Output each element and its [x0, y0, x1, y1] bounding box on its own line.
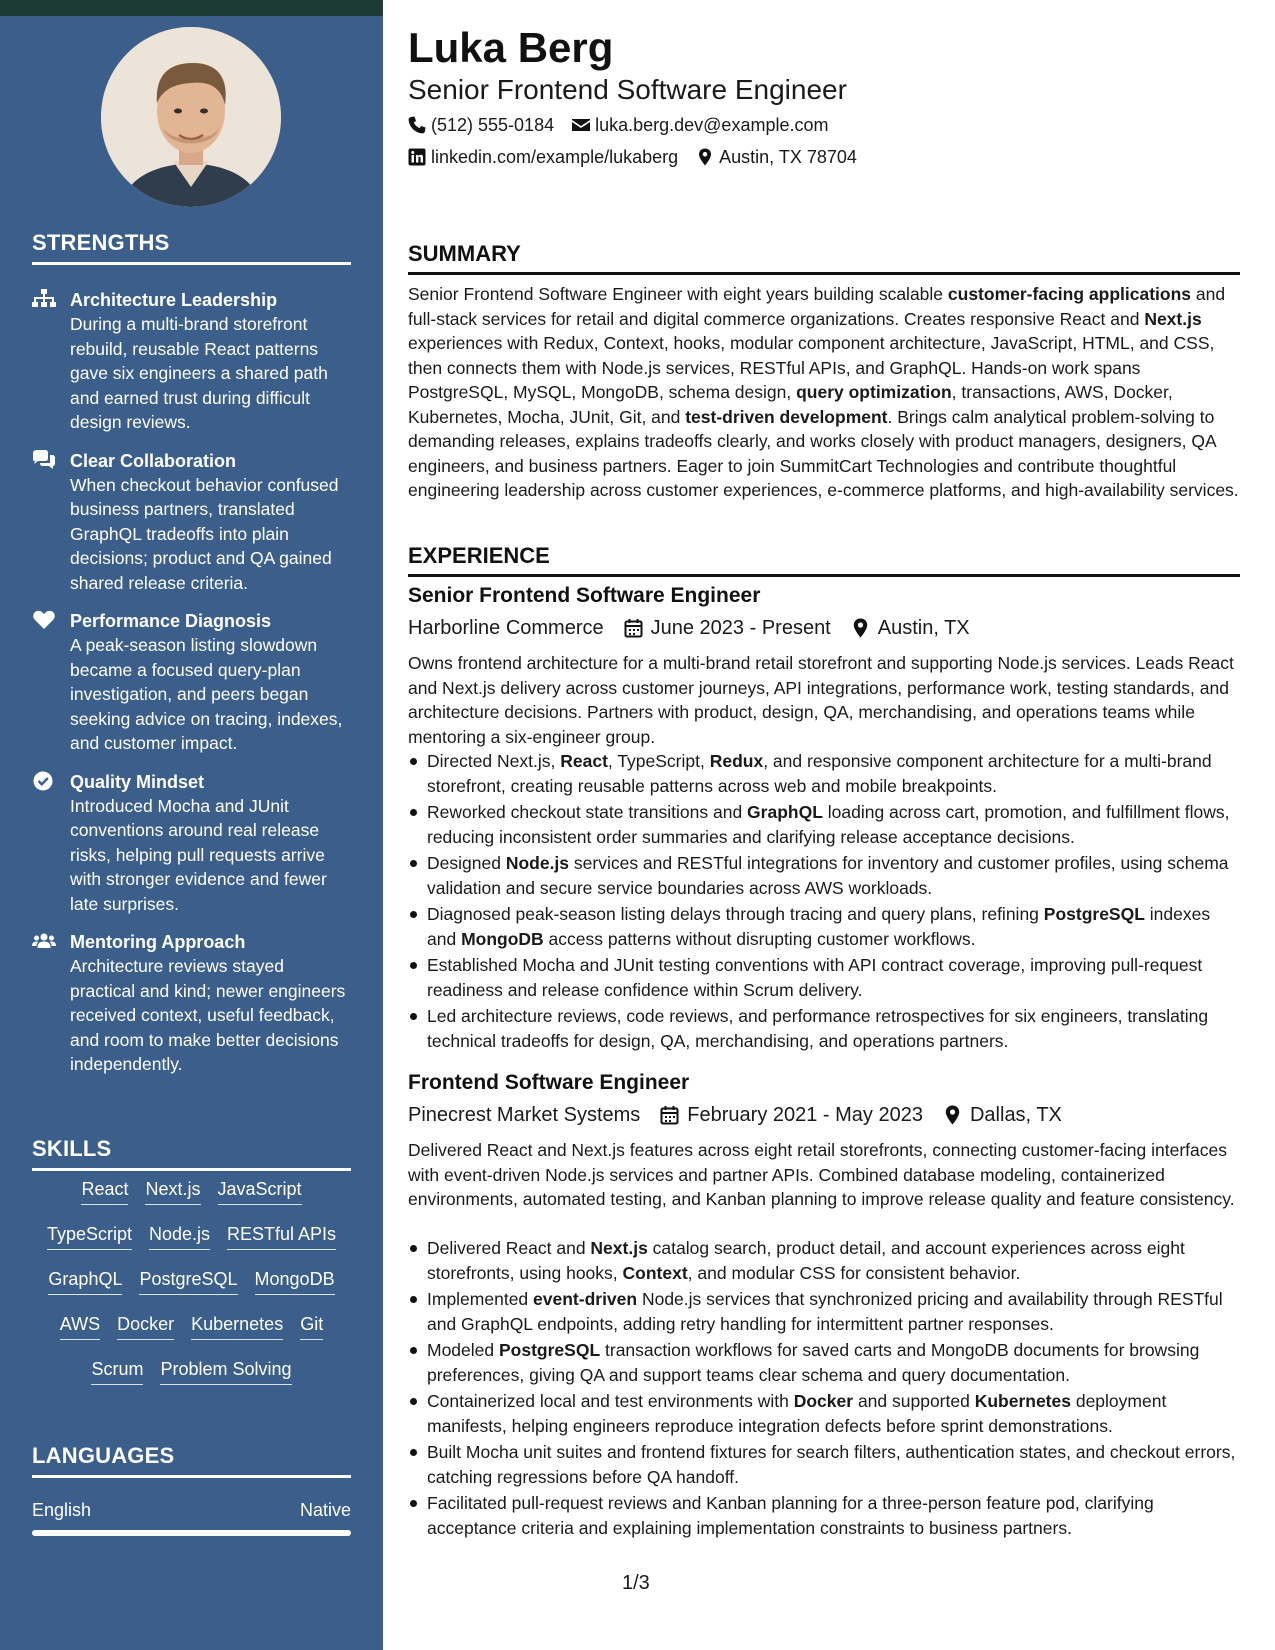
job-location: Austin, TX [877, 617, 970, 639]
strengths-list [32, 288, 351, 1091]
job-bullet [408, 851, 1240, 900]
strength-item [32, 449, 351, 596]
text-run: Reworked checkout state transitions and [427, 802, 748, 822]
text-run: Facilitated pull-request reviews and Kanban planning for a three-person feature pod, clarifying acceptance criteria and explaining implementation constraints to business partners. [427, 1493, 1154, 1538]
job-location: Dallas, TX [969, 1104, 1062, 1126]
job-title: Frontend Software Engineer [408, 1071, 690, 1094]
text-run: access patterns without disrupting customer workflows. [543, 928, 976, 949]
job-bullet [408, 1491, 1240, 1540]
job-bullet [408, 902, 1240, 951]
strength-item [32, 288, 351, 435]
job-bullets [408, 1236, 1240, 1542]
language-name: English [32, 1500, 92, 1520]
job-bullet [408, 1338, 1240, 1387]
skill-tag: Kubernetes [191, 1312, 283, 1340]
text-run: , and responsive component architecture for a multi-brand storefront, creating reusable patterns across web and mobile breakpoints. [427, 751, 1212, 796]
skill-tag: Docker [117, 1312, 174, 1340]
text-run: and supported [853, 1391, 975, 1411]
languages-heading: LANGUAGES [32, 1443, 351, 1478]
strengths-heading: STRENGTHS [32, 230, 351, 265]
job-bullet [408, 1004, 1240, 1053]
skill-row [32, 1312, 351, 1357]
email-text: luka.berg.dev@example.com [595, 115, 829, 135]
text-run: loading across cart, promotion, and fulfillment flows, reducing inconsistent order summaries and clarifying release acceptance decisions. [427, 802, 1230, 847]
skill-tag: Node.js [149, 1222, 210, 1250]
sitemap-icon [32, 289, 56, 309]
calendar-icon [660, 1105, 679, 1125]
skills-heading: SKILLS [32, 1136, 351, 1171]
text-run: Node.js services that synchronized pricing and availability through RESTful and GraphQL endpoints, adding retry handling for intermittent partner responses. [427, 1289, 1223, 1334]
skill-tag: TypeScript [47, 1222, 132, 1250]
text-run: deployment manifests, helping engineers reproduce integration defects before sprint demonstrations. [427, 1391, 1167, 1436]
skill-row [32, 1357, 351, 1402]
job-description: Owns frontend architecture for a multi-brand retail storefront and supporting Node.js services. Leads React and Next.js delivery across customer journeys, API integrations, performance work, testing standards, and architecture decisions. Partners with product, design, QA, merchandising, and operations teams while mentoring a six-engineer group. [408, 653, 1234, 747]
bold-term: Context [622, 1262, 688, 1283]
linkedin-icon [408, 148, 426, 166]
map-pin-icon [943, 1105, 962, 1125]
skill-tag: Scrum [91, 1357, 143, 1385]
bold-term: customer-facing applications [947, 284, 1192, 304]
check-circle-icon [32, 771, 56, 791]
phone-icon [408, 116, 426, 134]
job-title: Senior Frontend Software Engineer [408, 584, 761, 607]
bold-term: MongoDB [461, 928, 544, 949]
strength-text: When checkout behavior confused business partners, translated GraphQL tradeoffs into plain decisions; product and QA gained shared release criteria. [70, 474, 339, 593]
candidate-name: Luka Berg [408, 24, 614, 71]
bold-term: Node.js [505, 853, 570, 873]
job-meta [408, 615, 970, 641]
map-pin-icon [696, 148, 714, 166]
skill-tag: Problem Solving [160, 1357, 291, 1385]
contact-linkedin [408, 145, 678, 169]
job-description: Delivered React and Next.js features across eight retail storefronts, connecting customer-facing interfaces with event-driven Node.js services and partner APIs. Combined database modeling, containerized environments, automated testing, and Kanban planning to improve release quality and feature consistency. [408, 1140, 1235, 1209]
avatar [101, 27, 281, 207]
users-icon [32, 931, 56, 951]
job-bullet [408, 1287, 1240, 1336]
contact-row [408, 145, 875, 169]
comments-icon [32, 450, 56, 470]
strength-title: Architecture Leadership [70, 290, 278, 310]
job-company: Pinecrest Market Systems [408, 1104, 641, 1126]
text-run: , TypeScript, [607, 751, 710, 771]
bold-term: Next.js [590, 1238, 648, 1258]
skills-list [32, 1177, 351, 1402]
skill-row [32, 1267, 351, 1312]
text-run: experiences with Redux, Context, hooks, modular component architecture, JavaScript, HTML, and CSS, then connects them with Node.js services, RESTful APIs, and GraphQL. Hands-on work spans PostgreSQL, MySQL, MongoDB, schema design, [408, 333, 1215, 402]
bold-term: Next.js [1144, 308, 1202, 329]
contact-phone [408, 113, 554, 137]
text-run: and full-stack services for retail and digital commerce organizations. Creates responsive React and [408, 284, 1226, 329]
text-run: Senior Frontend Software Engineer with eight years building scalable [408, 284, 948, 304]
strength-text: During a multi-brand storefront rebuild, reusable React patterns gave six engineers a shared path and earned trust during difficult design reviews. [70, 314, 328, 432]
language-level: Native [299, 1500, 351, 1520]
job-meta [408, 1102, 1062, 1128]
language-row [32, 1500, 351, 1521]
contact-email [572, 113, 828, 137]
skill-tag: Next.js [145, 1177, 200, 1205]
sidebar-top-bar [0, 0, 383, 16]
skill-tag: MongoDB [255, 1267, 335, 1295]
text-run: Implemented [427, 1289, 534, 1309]
page-number: 1/3 [622, 1572, 650, 1594]
sidebar [0, 0, 383, 1650]
strength-title: Quality Mindset [70, 771, 205, 792]
strength-text: A peak-season listing slowdown became a focused query-plan investigation, and peers began seeking advice on tracing, indexes, and customer impact. [70, 635, 343, 753]
candidate-title: Senior Frontend Software Engineer [408, 74, 847, 105]
strength-item [32, 609, 351, 756]
strength-text: Architecture reviews stayed practical and kind; newer engineers received context, useful feedback, and room to make better decisions independently. [70, 956, 346, 1074]
text-run: Designed [427, 853, 506, 873]
job-dates: June 2023 - Present [650, 617, 831, 639]
skill-tag: AWS [60, 1312, 100, 1340]
job-bullet [408, 1236, 1240, 1285]
skill-tag: GraphQL [48, 1267, 122, 1295]
language-proficiency-bar [32, 1530, 351, 1536]
text-run: Diagnosed peak-season listing delays through tracing and query plans, refining [427, 904, 1044, 924]
envelope-icon [572, 116, 590, 134]
text-run: , transactions, AWS, Docker, Kubernetes, Mocha, JUnit, Git, and [408, 382, 1173, 427]
job-bullet [408, 1440, 1240, 1489]
location-text: Austin, TX 78704 [719, 147, 857, 167]
bold-term: PostgreSQL [1043, 904, 1145, 924]
text-run: . Brings calm analytical problem-solving to demanding releases, explains tradeoffs clearly, and works closely with product managers, designers, QA engineers, and business partners. Eager to join SummitCart Technologies and contribute thoughtful engineering leadership across customer experiences, e-commerce platforms, and high-availability services. [408, 406, 1239, 500]
job-bullets [408, 749, 1240, 1055]
text-run: Delivered React and [427, 1238, 591, 1258]
text-run: indexes and [427, 904, 1211, 949]
contact-row [408, 113, 846, 137]
bold-term: Redux [709, 751, 764, 771]
summary-text [408, 282, 1240, 503]
skill-tag: PostgreSQL [139, 1267, 237, 1295]
skill-tag: Git [300, 1312, 323, 1340]
linkedin-text: linkedin.com/example/lukaberg [431, 147, 679, 167]
text-run: services and RESTful integrations for inventory and customer profiles, using schema validation and secure service boundaries across AWS workloads. [427, 853, 1229, 898]
bold-term: query optimization [796, 382, 952, 402]
text-run: catalog search, product detail, and account experiences across eight storefronts, using hooks, [427, 1238, 1185, 1283]
skill-row [32, 1177, 351, 1222]
bold-term: Docker [793, 1391, 854, 1411]
strength-item [32, 930, 351, 1077]
text-run: Established Mocha and JUnit testing conventions with API contract coverage, improving pull-request readiness and release confidence within Scrum delivery. [427, 955, 1203, 1000]
text-run: Built Mocha unit suites and frontend fixtures for search filters, authentication states, and checkout errors, catching regressions before QA handoff. [427, 1442, 1236, 1487]
bold-term: PostgreSQL [499, 1340, 601, 1360]
bold-term: GraphQL [747, 802, 823, 822]
bold-term: Kubernetes [974, 1391, 1071, 1411]
text-run: Containerized local and test environments with [427, 1391, 794, 1411]
experience-heading: EXPERIENCE [408, 542, 1240, 577]
text-run: Directed Next.js, [427, 751, 561, 771]
contact-location [696, 145, 857, 169]
job-bullet [408, 800, 1240, 849]
summary-heading: SUMMARY [408, 240, 1240, 275]
strength-item [32, 770, 351, 917]
phone-text: (512) 555-0184 [431, 115, 555, 135]
job-company: Harborline Commerce [408, 617, 604, 639]
map-pin-icon [851, 618, 870, 638]
strength-title: Performance Diagnosis [70, 611, 272, 631]
job-bullet [408, 749, 1240, 798]
skill-row [32, 1222, 351, 1267]
text-run: transaction workflows for saved carts and MongoDB documents for browsing preferences, giving QA and support teams clear schema and query documentation. [427, 1340, 1200, 1385]
skill-tag: JavaScript [218, 1177, 302, 1205]
strength-text: Introduced Mocha and JUnit conventions around real release risks, helping pull requests arrive with stronger evidence and fewer late surprises. [70, 795, 327, 914]
text-run: Led architecture reviews, code reviews, and performance retrospectives for six engineers, translating technical tradeoffs for design, QA, merchandising, and operations partners. [427, 1006, 1209, 1051]
job-bullet [408, 1389, 1240, 1438]
strength-title: Clear Collaboration [70, 450, 237, 471]
bold-term: event-driven [533, 1289, 638, 1309]
job-dates: February 2021 - May 2023 [687, 1104, 923, 1126]
strength-title: Mentoring Approach [70, 932, 246, 952]
text-run: Modeled [427, 1340, 499, 1360]
calendar-icon [624, 618, 643, 638]
job-bullet [408, 953, 1240, 1002]
bold-term: test-driven development [685, 406, 888, 427]
heart-icon [32, 610, 56, 630]
skill-tag: RESTful APIs [227, 1222, 336, 1250]
skill-tag: React [81, 1177, 128, 1205]
text-run: , and modular CSS for consistent behavior. [687, 1262, 1021, 1283]
bold-term: React [560, 751, 608, 771]
